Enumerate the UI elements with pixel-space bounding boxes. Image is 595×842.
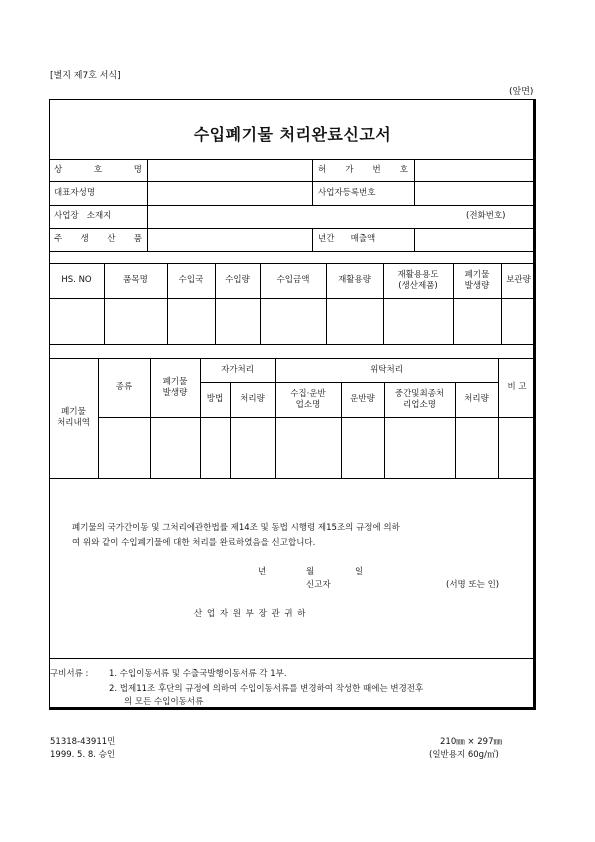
col-waste-generated: 폐기물 발생량 <box>464 269 490 291</box>
required-doc-2-cont: 의 모든 수입이동서류 <box>124 697 204 707</box>
trade-name-label: 상 호 명 <box>54 165 142 175</box>
business-reg-no-label: 사업자등록번호 <box>318 188 376 198</box>
waste-treatment-row-label: 폐기물 처리내역 <box>57 407 90 428</box>
col-import-country: 수입국 <box>178 275 204 285</box>
form-number: [별지 제7호 서식] <box>50 71 121 81</box>
col-import-qty: 수입량 <box>225 275 250 285</box>
col-kind: 종류 <box>115 382 133 392</box>
phone-label: (전화번호) <box>466 211 506 221</box>
addressee: 산 업 자 원 부 장 관 귀 하 <box>194 609 307 619</box>
col-storage-qty: 보관량 <box>506 275 531 285</box>
declaration-line-1: 폐기물의 국가간이동 및 그처리에관한법률 제14조 및 동법 시행령 제15조의 규정에 의하 <box>72 523 400 533</box>
main-product-label: 주 생 산 품 <box>54 234 142 244</box>
col-hs-no: HS. NO <box>61 275 92 285</box>
paper-size: 210㎜ × 297㎜ <box>440 737 502 747</box>
form-title: 수입폐기물 처리완료신고서 <box>193 125 392 144</box>
col-consign-collect: 수집·운반 업소명 <box>290 388 326 410</box>
approval-date: 1999. 5. 8. 승인 <box>50 750 116 760</box>
required-doc-1: 1. 수입이동서류 및 수출국발행이동서류 각 1부. <box>109 669 287 679</box>
annual-sales-label: 년간 매출액 <box>318 234 376 244</box>
col-import-amount: 수입금액 <box>276 275 310 285</box>
paper-weight: (일반용지 60g/㎡) <box>429 750 499 760</box>
location-label: 사업장 소재지 <box>54 211 112 221</box>
consign-treatment-header: 위탁처리 <box>370 364 403 375</box>
form-code: 51318-43911민 <box>50 737 116 747</box>
date-year-label: 년 <box>258 567 267 577</box>
signature-label: (서명 또는 인) <box>446 580 500 590</box>
license-no-label: 허 가 번 호 <box>318 165 408 175</box>
declarant-label: 신고자 <box>306 580 331 590</box>
self-treatment-header: 자가처리 <box>221 364 254 375</box>
col-item-name: 품목명 <box>123 275 148 285</box>
col-remarks: 비 고 <box>507 382 527 392</box>
col-recycle-use: 재활용용도 (생산제품) <box>397 269 439 291</box>
required-docs-label: 구비서류 : <box>50 669 89 679</box>
col-self-amount: 처리량 <box>240 394 265 404</box>
col-consign-transport: 운반량 <box>350 394 375 404</box>
col-consign-amount: 처리량 <box>464 394 489 404</box>
date-month-label: 월 <box>306 567 315 577</box>
representative-label: 대표자성명 <box>54 188 96 198</box>
col-consign-final: 중간및최종처 리업소명 <box>394 388 445 410</box>
col-self-method: 방법 <box>206 394 224 404</box>
declaration-line-2: 여 위와 같이 수입폐기물에 대한 처리를 완료하였음을 신고합니다. <box>72 538 316 548</box>
date-day-label: 일 <box>355 567 364 577</box>
page-side-label: (앞면) <box>509 87 534 97</box>
required-doc-2: 2. 법제11조 후단의 규정에 의하여 수입이동서류를 변경하여 작성한 때에는 변경전후 <box>109 684 424 694</box>
col-recycle-qty: 재활용량 <box>338 275 371 285</box>
col-waste-generated-2: 폐기물 발생량 <box>162 376 188 398</box>
